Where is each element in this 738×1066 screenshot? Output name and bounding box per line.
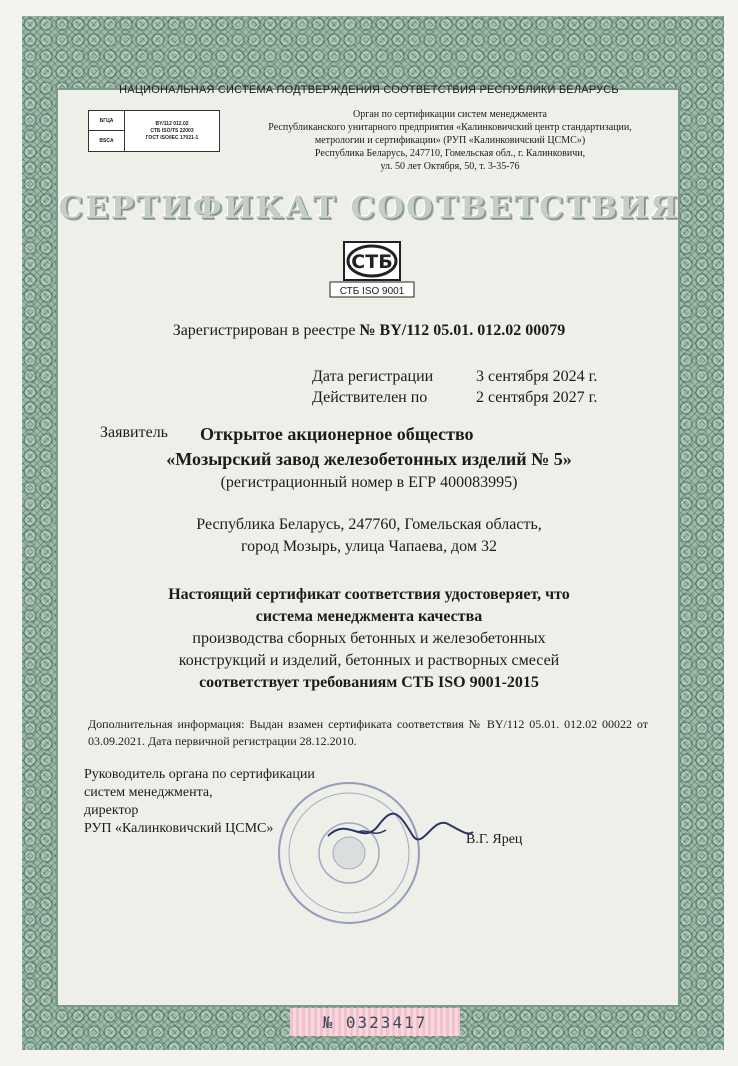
applicant-address [0,514,738,558]
org-line: Республика Беларусь, 247710, Гомельская обл., г. Калинковичи, [314,148,586,159]
applicant-label: Заявитель [100,424,168,441]
registry-number: № BY/112 05.01. 012.02 00079 [359,322,566,339]
certification-body [220,108,680,173]
org-line: Республиканского унитарного предприятия «Калинковичский центр стандартизации, [268,122,632,133]
address-line: город Мозырь, улица Чапаева, дом 32 [240,538,497,555]
scope-line: производства сборных бетонных и железобетонных [192,630,546,647]
scope-line: система менеджмента качества [255,608,483,625]
stb-logo-icon [326,240,418,300]
signatory-name: В.Г. Ярец [466,832,523,847]
dates-block [312,366,626,408]
system-line: НАЦИОНАЛЬНАЯ СИСТЕМА ПОДТВЕРЖДЕНИЯ СООТВЕТСТВИЯ РЕСПУБЛИКИ БЕЛАРУСЬ [119,84,619,96]
applicant-name-line1: Открытое акционерное общество [200,424,474,444]
address-line: Республика Беларусь, 247760, Гомельская область, [196,516,542,533]
mark-line: СТБ ISO/TS 22003 [150,127,194,134]
mark-bsca: BSCA [99,138,114,144]
valid-until-label: Действителен по [312,389,428,406]
signatory-line: систем менеджмента, [84,785,213,800]
header-block [50,92,690,172]
applicant-name-line2: «Мозырский завод железобетонных изделий № 5» [166,449,572,469]
signatory-block [84,766,315,838]
org-line: метрологии и сертификации» (РУП «Калинковичский ЦСМС») [314,135,586,146]
org-line: Орган по сертификации систем менеджмента [353,109,547,120]
certification-scope [0,584,738,694]
svg-text:СТБ: СТБ [351,251,393,273]
registry-label: Зарегистрирован в реестре [172,322,360,339]
registry-line [0,322,738,340]
mark-line: ГОСТ ISO/IEC 17021-1 [145,134,199,141]
accreditation-mark [88,110,220,152]
valid-until-value: 2 сентября 2027 г. [476,389,598,406]
org-line: ул. 50 лет Октября, 50, т. 3-35-76 [380,161,520,172]
reg-date-value: 3 сентября 2024 г. [476,368,598,385]
certificate-title: СЕРТИФИКАТ СООТВЕТСТВИЯ [58,190,680,226]
additional-info: Дополнительная информация: Выдан взамен сертификата соответствия № BY/112 05.01. 012.02 00022 от 03.09.2021. Дата первичной регистрации 28.12.2010. [88,717,648,748]
scope-line: соответствует требованиям СТБ ISO 9001-2015 [199,674,539,691]
reg-date-label: Дата регистрации [312,368,434,385]
applicant-egr: (регистрационный номер в ЕГР 400083995) [220,474,518,491]
scope-line: Настоящий сертификат соответствия удостоверяет, что [168,586,570,603]
signatory-line: Руководитель органа по сертификации [84,767,315,782]
signature-icon [318,806,478,854]
scope-line: конструкций и изделий, бетонных и растворных смесей [178,652,560,669]
serial-number: № 0323417 [290,1008,460,1036]
logo-text: СТБ ISO 9001 [339,286,405,297]
signatory-line: директор [84,803,139,818]
mark-bgca: БГЦА [89,111,124,131]
signatory-line: РУП «Калинковичский ЦСМС» [84,821,274,836]
mark-line: BY/112 012.02 [155,120,189,127]
